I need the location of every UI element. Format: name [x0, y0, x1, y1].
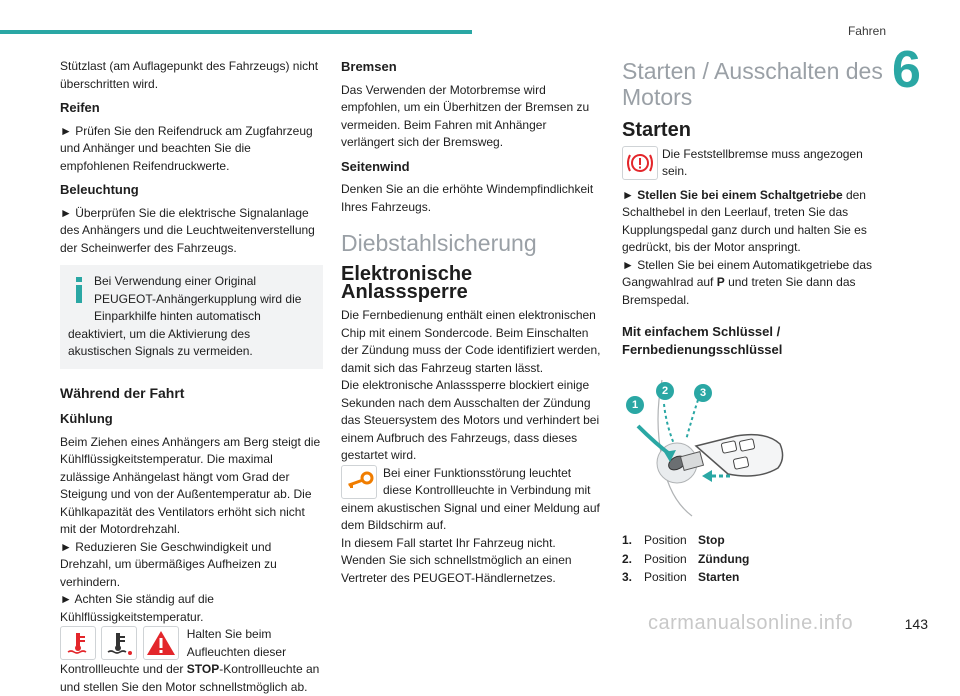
coolant-level-icon — [101, 626, 137, 660]
heading-anlasssperre: Elektronische Anlasssperre — [341, 263, 473, 303]
page-number: 143 — [904, 616, 928, 632]
warning-text: Halten Sie beim Aufleuchten dieser Kontrollleuchte und der — [60, 627, 287, 676]
seitenwind-text: Denken Sie an die erhöhte Windempfindlichkeit Ihres Fahrzeugs. — [341, 182, 594, 214]
manual-text — [622, 187, 884, 257]
fault-text: Bei einer Funktionsstörung leuchtet diese Kontrollleuchte in Verbindung mit einem akustischen Signal und einer Meldung auf dem Bildschirm auf. — [341, 465, 600, 532]
bullet-temp: ► Achten Sie ständig auf die Kühlflüssigkeitstemperatur. — [60, 592, 214, 624]
parking-brake-icon — [622, 146, 658, 180]
warning-icons — [60, 626, 181, 660]
column-2 — [341, 58, 603, 593]
manual-rest: den Schalthebel in den Leerlauf, treten Sie das Kupplungspedal ganz durch und halten Sie es gedrückt, bis der Motor anspringt. — [622, 187, 867, 254]
heading-starten: Starten — [622, 119, 691, 141]
kuehlung-text: Beim Ziehen eines Anhängers am Berg steigt die Kühlflüssigkeitstemperatur. Die maximal zulässige Anhängelast hängt vom Grad der Steigung und von der Außentemperatur ab. Die Kühlkapazität des Ventilators erhöht sich nicht mit der Motordrehzahl. — [60, 434, 321, 536]
anlass-text-2: Die elektronische Anlasssperre blockiert einige Sekunden nach dem Ausschalten der Zündung das Steuersystem des Motors und verhindert bei einem Aufbruch des Fahrzeugs, dass dieses gestartet wird. — [341, 378, 600, 462]
heading-kuehlung: Kühlung — [60, 411, 113, 426]
marker-3: 3 — [694, 384, 712, 402]
coolant-temp-icon — [60, 626, 96, 660]
ignition-key-figure — [622, 368, 788, 518]
list-item: 1. Position Stop — [622, 533, 725, 547]
watermark: carmanualsonline.info — [648, 612, 854, 634]
marker-2: 2 — [656, 382, 674, 400]
section-title: Fahren — [847, 24, 886, 38]
positions-list — [622, 532, 884, 587]
fault-block — [341, 465, 603, 535]
brake-block — [622, 146, 884, 181]
heading-starten-ausschalten: Starten / Ausschalten des Motors — [622, 58, 883, 110]
info-box — [60, 265, 323, 369]
heading-seitenwind: Seitenwind — [341, 158, 410, 174]
column-3 — [622, 58, 884, 588]
bremsen-text: Das Verwenden der Motorbremse wird empfohlen, um ein Überhitzen der Bremsen zu vermeiden. Beim Fahren mit Anhänger verlängert sich der Bremsweg. — [341, 82, 590, 149]
fault-text-2: In diesem Fall startet Ihr Fahrzeug nicht. Wenden Sie sich schnellstmöglich an einen Vertreter des PEUGEOT-Händlernetzes. — [341, 535, 572, 585]
anlass-text-1: Die Fernbedienung enthält einen elektronischen Chip mit einem Sondercode. Beim Einschalten der Zündung muss der Code identifiziert werden, damit sich das Fahrzeug starten lässt. — [341, 308, 601, 375]
heading-diebstahl: Diebstahlsicherung — [341, 230, 537, 256]
chapter-number: 6 — [892, 41, 921, 99]
intro-text: Stützlast (am Auflagepunkt des Fahrzeugs) nicht überschritten wird. — [60, 59, 319, 91]
stop-warning-icon — [143, 626, 179, 660]
auto-p: P — [716, 275, 725, 289]
column-1 — [60, 58, 323, 696]
warning-text-2: -Kontrollleuchte an und stellen Sie den Motor schnellstmöglich ab. — [60, 662, 320, 694]
brake-text: Die Feststellbremse muss angezogen sein. — [662, 146, 863, 178]
list-item: 3. Position Starten — [622, 570, 740, 584]
manual-bold: ► Stellen Sie bei einem Schaltgetriebe — [622, 187, 843, 202]
heading-fahrt: Während der Fahrt — [60, 384, 185, 401]
auto-text — [622, 257, 884, 310]
info-icon — [68, 273, 94, 309]
heading-key: Mit einfachem Schlüssel / Fernbedienungsschlüssel — [622, 324, 783, 357]
key-fault-icon — [341, 465, 377, 499]
warning-block — [60, 626, 323, 696]
marker-1: 1 — [626, 396, 644, 414]
heading-reifen: Reifen — [60, 100, 100, 115]
beleuchtung-text: ► Überprüfen Sie die elektrische Signalanlage des Anhängers und die Leuchtweitenverstellung der Scheinwerfer des Fahrzeugs. — [60, 205, 315, 255]
reifen-text: ► Prüfen Sie den Reifendruck am Zugfahrzeug und Anhänger und beachten Sie die empfohlenen Reifendruckwerte. — [60, 123, 313, 173]
stop-label: STOP — [186, 662, 220, 676]
heading-bremsen: Bremsen — [341, 59, 397, 74]
bullet-reduce: ► Reduzieren Sie Geschwindigkeit und Drehzahl, um übermäßiges Aufheizen zu verhindern. — [60, 539, 277, 589]
info-text: Bei Verwendung einer Original PEUGEOT-Anhängerkupplung wird die Einparkhilfe hinten automatisch deaktiviert, um die Aktivierung des akustischen Signals zu vermeiden. — [68, 274, 302, 358]
heading-beleuchtung: Beleuchtung — [60, 182, 139, 197]
list-item: 2. Position Zündung — [622, 551, 750, 566]
header-accent-bar — [0, 30, 472, 34]
auto-text-1: ► Stellen Sie bei einem Automatikgetriebe das Gangwahlrad auf — [622, 257, 873, 289]
auto-text-2: und treten Sie dann das Bremspedal. — [622, 275, 856, 307]
